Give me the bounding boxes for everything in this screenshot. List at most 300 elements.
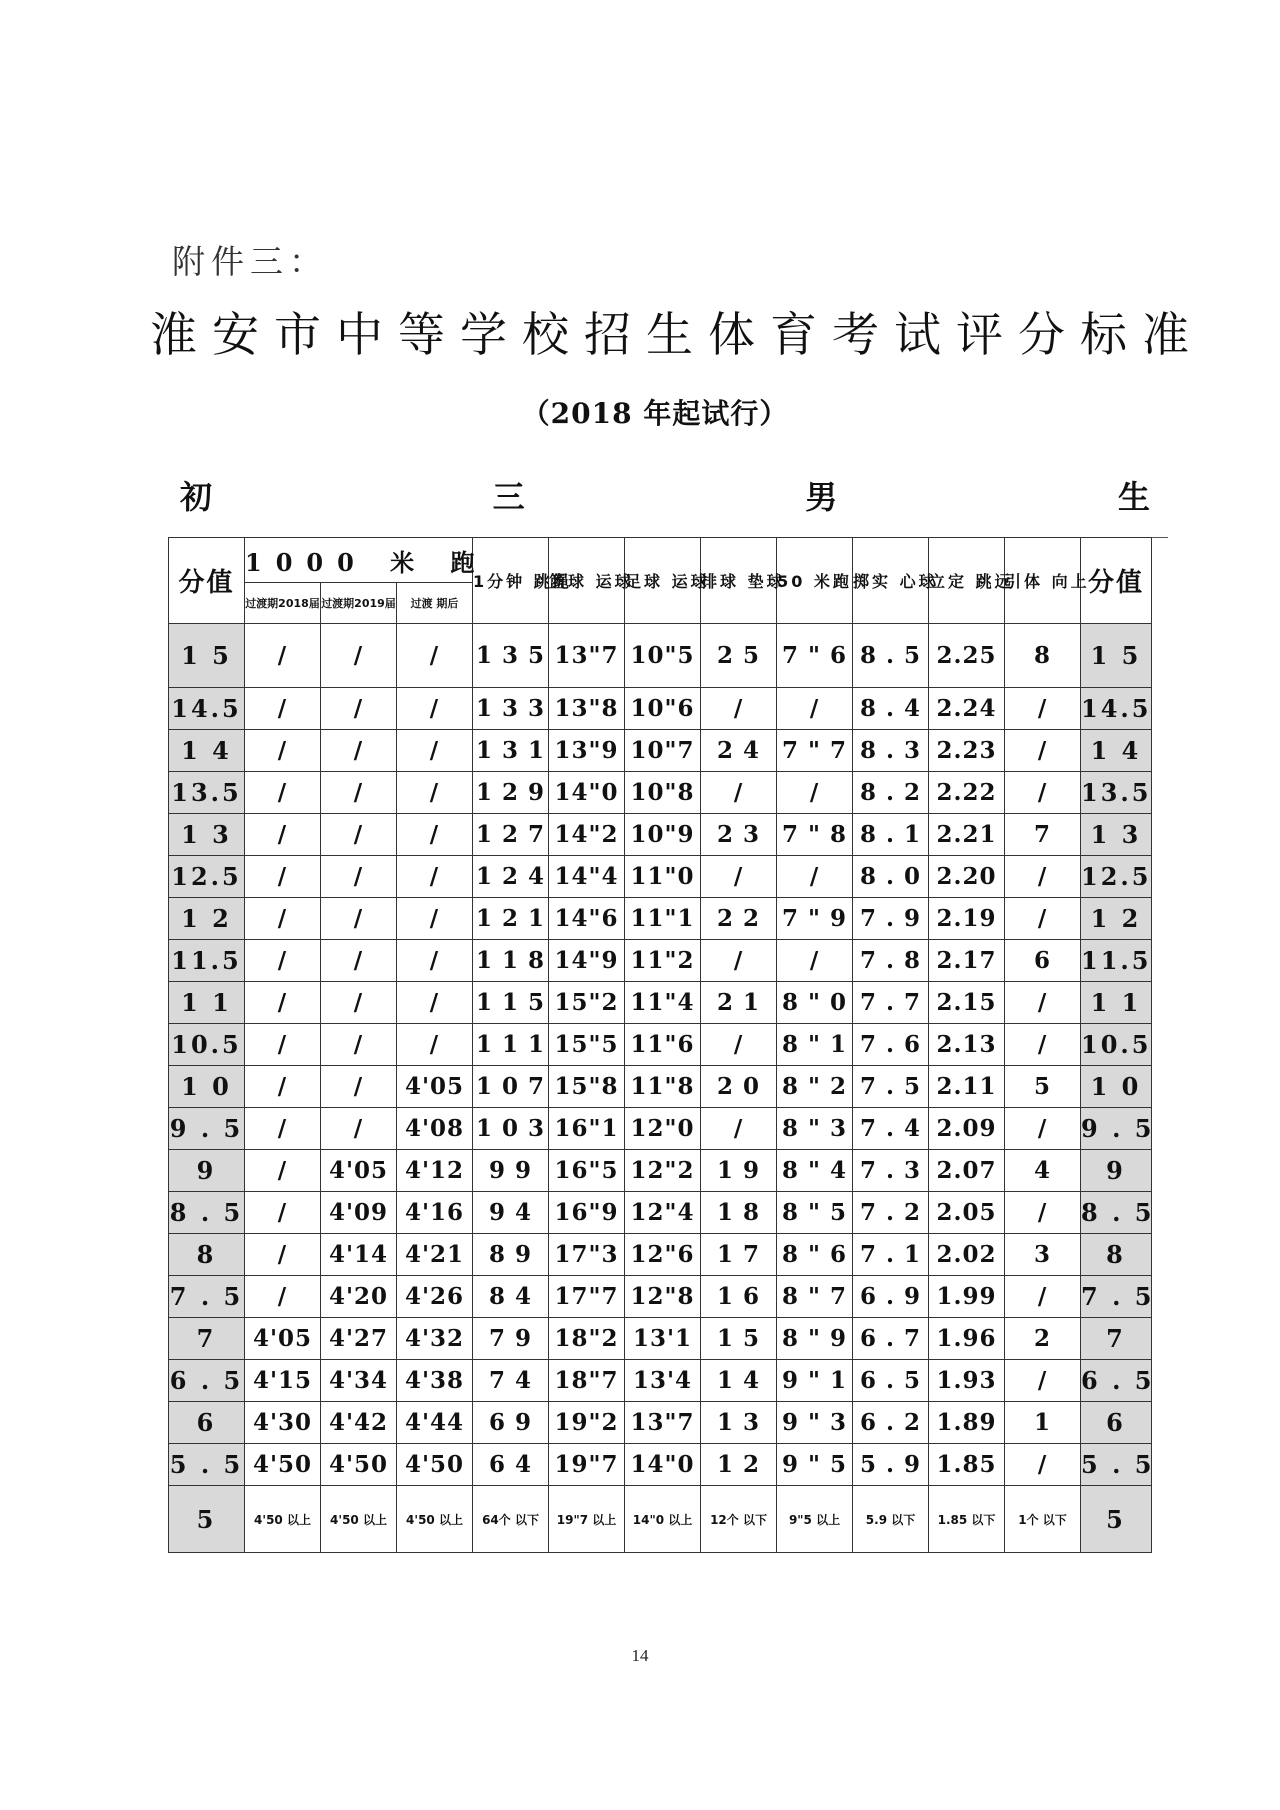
table-row xyxy=(169,1276,1152,1318)
value-cell: 1 2 xyxy=(701,1444,777,1486)
score-cell: 6 . 5 xyxy=(1081,1360,1152,1402)
value-cell: / xyxy=(777,688,853,730)
score-cell: 8 xyxy=(1081,1234,1152,1276)
value-cell: 19"7 以上 xyxy=(549,1486,625,1553)
value-cell: 9 4 xyxy=(473,1192,549,1234)
value-cell: 1 2 9 xyxy=(473,772,549,814)
table-row xyxy=(169,1360,1152,1402)
value-cell: 19"7 xyxy=(549,1444,625,1486)
value-cell: 11"2 xyxy=(625,940,701,982)
value-cell: / xyxy=(245,1150,321,1192)
value-cell: / xyxy=(245,1234,321,1276)
value-cell: / xyxy=(245,898,321,940)
value-cell: 2.09 xyxy=(929,1108,1005,1150)
table-row xyxy=(169,814,1152,856)
value-cell: / xyxy=(245,1276,321,1318)
value-cell: 13"7 xyxy=(549,624,625,688)
value-cell: 1 4 xyxy=(701,1360,777,1402)
value-cell: 13"8 xyxy=(549,688,625,730)
value-cell: 14"0 以上 xyxy=(625,1486,701,1553)
value-cell: 11"1 xyxy=(625,898,701,940)
value-cell: 8 . 4 xyxy=(853,688,929,730)
value-cell: / xyxy=(245,624,321,688)
value-cell: 14"2 xyxy=(549,814,625,856)
score-cell: 7 xyxy=(1081,1318,1152,1360)
page-number: 14 xyxy=(631,1646,649,1665)
table-row xyxy=(169,1444,1152,1486)
value-cell: / xyxy=(1005,856,1081,898)
value-cell: 14"9 xyxy=(549,940,625,982)
header-run-2018: 过渡期2018届 xyxy=(245,583,321,624)
value-cell: 4'32 xyxy=(397,1318,473,1360)
grade-char-4: 生 xyxy=(1117,478,1150,516)
value-cell: 8 " 5 xyxy=(777,1192,853,1234)
value-cell: / xyxy=(245,814,321,856)
value-cell: 16"5 xyxy=(549,1150,625,1192)
value-cell: 4'09 xyxy=(321,1192,397,1234)
value-cell: 2.21 xyxy=(929,814,1005,856)
score-cell: 9 . 5 xyxy=(1081,1108,1152,1150)
value-cell: 4'30 xyxy=(245,1402,321,1444)
value-cell: 12"4 xyxy=(625,1192,701,1234)
value-cell: 8 " 1 xyxy=(777,1024,853,1066)
value-cell: 7 " 8 xyxy=(777,814,853,856)
value-cell: / xyxy=(1005,1108,1081,1150)
value-cell: 13'4 xyxy=(625,1360,701,1402)
value-cell: 4'50 xyxy=(245,1444,321,1486)
attachment-label: 附件三： xyxy=(172,242,328,281)
value-cell: 7 . 4 xyxy=(853,1108,929,1150)
value-cell: 8 . 2 xyxy=(853,772,929,814)
score-cell: 10.5 xyxy=(1081,1024,1152,1066)
value-cell: 1 0 7 xyxy=(473,1066,549,1108)
value-cell: 4'50 以上 xyxy=(321,1486,397,1553)
value-cell: / xyxy=(701,940,777,982)
value-cell: / xyxy=(245,1192,321,1234)
value-cell: / xyxy=(397,856,473,898)
value-cell: 8 " 7 xyxy=(777,1276,853,1318)
document-title: 淮安市中等学校招生体育考试评分标准 xyxy=(150,308,1204,363)
table-row xyxy=(169,1234,1152,1276)
value-cell: 2.13 xyxy=(929,1024,1005,1066)
value-cell: 2.24 xyxy=(929,688,1005,730)
header-medicine-ball: 掷实 心球 xyxy=(853,538,929,624)
table-row xyxy=(169,1150,1152,1192)
value-cell: 1 2 7 xyxy=(473,814,549,856)
value-cell: 4'21 xyxy=(397,1234,473,1276)
value-cell: 8 " 6 xyxy=(777,1234,853,1276)
score-cell: 12.5 xyxy=(1081,856,1152,898)
header-score-right: 分值 xyxy=(1081,538,1152,624)
score-cell: 1 0 xyxy=(169,1066,245,1108)
value-cell: 1 3 5 xyxy=(473,624,549,688)
value-cell: 16"9 xyxy=(549,1192,625,1234)
score-cell: 5 xyxy=(169,1486,245,1553)
value-cell: 7 . 7 xyxy=(853,982,929,1024)
header-50m-run: 50 米跑 xyxy=(777,538,853,624)
table-row xyxy=(169,1486,1152,1553)
table-row xyxy=(169,940,1152,982)
score-cell: 6 xyxy=(1081,1402,1152,1444)
value-cell: 1.93 xyxy=(929,1360,1005,1402)
value-cell: 13"7 xyxy=(625,1402,701,1444)
value-cell: 8 " 0 xyxy=(777,982,853,1024)
value-cell: 7 . 8 xyxy=(853,940,929,982)
value-cell: 1.96 xyxy=(929,1318,1005,1360)
value-cell: 4'42 xyxy=(321,1402,397,1444)
score-cell: 6 xyxy=(169,1402,245,1444)
table-row xyxy=(169,1402,1152,1444)
value-cell: 3 xyxy=(1005,1234,1081,1276)
value-cell: / xyxy=(701,688,777,730)
value-cell: 2 3 xyxy=(701,814,777,856)
value-cell: 2.17 xyxy=(929,940,1005,982)
score-cell: 12.5 xyxy=(169,856,245,898)
value-cell: 2.02 xyxy=(929,1234,1005,1276)
value-cell: 4'50 xyxy=(321,1444,397,1486)
value-cell: 8 " 3 xyxy=(777,1108,853,1150)
header-football-dribble: 足球 运球 xyxy=(625,538,701,624)
header-run-after: 过渡 期后 xyxy=(397,583,473,624)
value-cell: / xyxy=(1005,1360,1081,1402)
value-cell: 15"8 xyxy=(549,1066,625,1108)
value-cell: / xyxy=(1005,730,1081,772)
score-cell: 11.5 xyxy=(169,940,245,982)
score-cell: 1 3 xyxy=(169,814,245,856)
value-cell: 7 " 6 xyxy=(777,624,853,688)
value-cell: / xyxy=(701,1024,777,1066)
score-cell: 14.5 xyxy=(169,688,245,730)
value-cell: 7 . 2 xyxy=(853,1192,929,1234)
score-cell: 1 5 xyxy=(169,624,245,688)
value-cell: 1 2 1 xyxy=(473,898,549,940)
value-cell: 2 0 xyxy=(701,1066,777,1108)
value-cell: 4'05 xyxy=(397,1066,473,1108)
value-cell: / xyxy=(777,940,853,982)
table-row xyxy=(169,688,1152,730)
value-cell: 2.19 xyxy=(929,898,1005,940)
table-row xyxy=(169,1192,1152,1234)
score-cell: 1 1 xyxy=(1081,982,1152,1024)
score-cell: 1 4 xyxy=(1081,730,1152,772)
value-cell: 15"5 xyxy=(549,1024,625,1066)
value-cell: / xyxy=(397,688,473,730)
value-cell: 12"0 xyxy=(625,1108,701,1150)
value-cell: 6 . 7 xyxy=(853,1318,929,1360)
score-cell: 8 . 5 xyxy=(169,1192,245,1234)
value-cell: / xyxy=(1005,1024,1081,1066)
value-cell: 1.85 xyxy=(929,1444,1005,1486)
value-cell: 4'44 xyxy=(397,1402,473,1444)
value-cell: / xyxy=(1005,982,1081,1024)
value-cell: 2.07 xyxy=(929,1150,1005,1192)
value-cell: 5.9 以下 xyxy=(853,1486,929,1553)
value-cell: 4'14 xyxy=(321,1234,397,1276)
value-cell: 4'34 xyxy=(321,1360,397,1402)
value-cell: / xyxy=(701,1108,777,1150)
score-cell: 5 . 5 xyxy=(169,1444,245,1486)
value-cell: 11"8 xyxy=(625,1066,701,1108)
header-pull-up: 引体 向上 xyxy=(1005,538,1081,624)
value-cell: 16"1 xyxy=(549,1108,625,1150)
value-cell: / xyxy=(1005,1192,1081,1234)
score-cell: 1 5 xyxy=(1081,624,1152,688)
value-cell: 7 . 3 xyxy=(853,1150,929,1192)
table-row xyxy=(169,772,1152,814)
value-cell: 1 1 8 xyxy=(473,940,549,982)
value-cell: / xyxy=(321,856,397,898)
score-cell: 8 xyxy=(169,1234,245,1276)
value-cell: 4 xyxy=(1005,1150,1081,1192)
score-cell: 7 xyxy=(169,1318,245,1360)
value-cell: 14"4 xyxy=(549,856,625,898)
header-1000m-run: 1000 米 跑 xyxy=(245,538,473,583)
value-cell: / xyxy=(321,1024,397,1066)
value-cell: 17"7 xyxy=(549,1276,625,1318)
value-cell: / xyxy=(777,772,853,814)
value-cell: 15"2 xyxy=(549,982,625,1024)
value-cell: 8 . 3 xyxy=(853,730,929,772)
value-cell: / xyxy=(245,688,321,730)
value-cell: 7 " 9 xyxy=(777,898,853,940)
value-cell: 10"6 xyxy=(625,688,701,730)
table-row xyxy=(169,898,1152,940)
value-cell: 9 " 5 xyxy=(777,1444,853,1486)
value-cell: / xyxy=(1005,1276,1081,1318)
value-cell: 1.99 xyxy=(929,1276,1005,1318)
value-cell: 6 . 2 xyxy=(853,1402,929,1444)
value-cell: 1 2 4 xyxy=(473,856,549,898)
value-cell: 14"0 xyxy=(549,772,625,814)
header-volleyball-bump: 排球 垫球 xyxy=(701,538,777,624)
grade-heading xyxy=(180,472,1150,518)
value-cell: / xyxy=(1005,1444,1081,1486)
header-basketball-dribble: 篮球 运球 xyxy=(549,538,625,624)
value-cell: 10"8 xyxy=(625,772,701,814)
value-cell: / xyxy=(1005,688,1081,730)
score-cell: 1 1 xyxy=(169,982,245,1024)
table-row xyxy=(169,982,1152,1024)
value-cell: 8 9 xyxy=(473,1234,549,1276)
value-cell: 8 " 2 xyxy=(777,1066,853,1108)
value-cell: 2 xyxy=(1005,1318,1081,1360)
value-cell: 8 . 1 xyxy=(853,814,929,856)
grade-char-2: 三 xyxy=(492,478,525,516)
value-cell: 8 " 9 xyxy=(777,1318,853,1360)
table-row xyxy=(169,730,1152,772)
table-body xyxy=(169,624,1155,1553)
value-cell: / xyxy=(321,772,397,814)
value-cell: / xyxy=(397,898,473,940)
value-cell: / xyxy=(245,730,321,772)
score-cell: 8 . 5 xyxy=(1081,1192,1152,1234)
value-cell: 12"8 xyxy=(625,1276,701,1318)
header-rope-skipping: 1分钟 跳绳 xyxy=(473,538,549,624)
score-cell: 1 0 xyxy=(1081,1066,1152,1108)
value-cell: 7 . 1 xyxy=(853,1234,929,1276)
value-cell: 12"6 xyxy=(625,1234,701,1276)
value-cell: 1 0 3 xyxy=(473,1108,549,1150)
value-cell: 4'08 xyxy=(397,1108,473,1150)
value-cell: 8 xyxy=(1005,624,1081,688)
table-row xyxy=(169,1318,1152,1360)
value-cell: / xyxy=(397,730,473,772)
value-cell: 1 xyxy=(1005,1402,1081,1444)
value-cell: 4'27 xyxy=(321,1318,397,1360)
value-cell: 8 . 5 xyxy=(853,624,929,688)
value-cell: 2.11 xyxy=(929,1066,1005,1108)
value-cell: / xyxy=(245,940,321,982)
value-cell: 13"9 xyxy=(549,730,625,772)
value-cell: 4'12 xyxy=(397,1150,473,1192)
value-cell: / xyxy=(245,856,321,898)
value-cell: 9 " 1 xyxy=(777,1360,853,1402)
score-cell: 1 4 xyxy=(169,730,245,772)
value-cell: 9"5 以上 xyxy=(777,1486,853,1553)
score-cell: 7 . 5 xyxy=(169,1276,245,1318)
header-score: 分值 xyxy=(169,538,245,624)
value-cell: 64个 以下 xyxy=(473,1486,549,1553)
value-cell: 8 . 0 xyxy=(853,856,929,898)
value-cell: / xyxy=(701,856,777,898)
value-cell: / xyxy=(1005,772,1081,814)
value-cell: 14"0 xyxy=(625,1444,701,1486)
value-cell: 7 9 xyxy=(473,1318,549,1360)
value-cell: 2.25 xyxy=(929,624,1005,688)
value-cell: 4'50 以上 xyxy=(245,1486,321,1553)
value-cell: 4'16 xyxy=(397,1192,473,1234)
score-cell: 1 2 xyxy=(1081,898,1152,940)
value-cell: 1 8 xyxy=(701,1192,777,1234)
value-cell: 2 4 xyxy=(701,730,777,772)
score-cell: 6 . 5 xyxy=(169,1360,245,1402)
value-cell: 8 4 xyxy=(473,1276,549,1318)
value-cell: 2.20 xyxy=(929,856,1005,898)
value-cell: 17"3 xyxy=(549,1234,625,1276)
value-cell: 4'26 xyxy=(397,1276,473,1318)
value-cell: 9 9 xyxy=(473,1150,549,1192)
value-cell: 4'20 xyxy=(321,1276,397,1318)
table-row xyxy=(169,1024,1152,1066)
value-cell: 11"4 xyxy=(625,982,701,1024)
table-row xyxy=(169,624,1152,688)
value-cell: / xyxy=(777,856,853,898)
score-cell: 9 xyxy=(169,1150,245,1192)
value-cell: / xyxy=(397,940,473,982)
value-cell: 10"9 xyxy=(625,814,701,856)
value-cell: 1 6 xyxy=(701,1276,777,1318)
score-cell: 11.5 xyxy=(1081,940,1152,982)
value-cell: 4'50 以上 xyxy=(397,1486,473,1553)
score-cell: 1 3 xyxy=(1081,814,1152,856)
value-cell: / xyxy=(397,1024,473,1066)
value-cell: 7 . 6 xyxy=(853,1024,929,1066)
value-cell: / xyxy=(321,688,397,730)
value-cell: 5 . 9 xyxy=(853,1444,929,1486)
value-cell: 2.05 xyxy=(929,1192,1005,1234)
value-cell: / xyxy=(321,624,397,688)
value-cell: / xyxy=(397,982,473,1024)
value-cell: 4'38 xyxy=(397,1360,473,1402)
value-cell: 1 9 xyxy=(701,1150,777,1192)
score-cell: 1 2 xyxy=(169,898,245,940)
value-cell: 7 . 5 xyxy=(853,1066,929,1108)
value-cell: / xyxy=(321,898,397,940)
value-cell: 11"6 xyxy=(625,1024,701,1066)
value-cell: 5 xyxy=(1005,1066,1081,1108)
value-cell: 4'15 xyxy=(245,1360,321,1402)
value-cell: 4'50 xyxy=(397,1444,473,1486)
value-cell: 11"0 xyxy=(625,856,701,898)
value-cell: / xyxy=(321,940,397,982)
score-cell: 14.5 xyxy=(1081,688,1152,730)
value-cell: 1.89 xyxy=(929,1402,1005,1444)
score-cell: 9 . 5 xyxy=(169,1108,245,1150)
table-row xyxy=(169,856,1152,898)
score-cell: 13.5 xyxy=(169,772,245,814)
value-cell: 8 " 4 xyxy=(777,1150,853,1192)
value-cell: 10"5 xyxy=(625,624,701,688)
value-cell: 1个 以下 xyxy=(1005,1486,1081,1553)
value-cell: 1 1 5 xyxy=(473,982,549,1024)
value-cell: 12"2 xyxy=(625,1150,701,1192)
value-cell: / xyxy=(245,1024,321,1066)
value-cell: / xyxy=(1005,898,1081,940)
grade-char-1: 初 xyxy=(180,478,213,516)
value-cell: / xyxy=(245,772,321,814)
value-cell: / xyxy=(321,1108,397,1150)
value-cell: 18"2 xyxy=(549,1318,625,1360)
value-cell: 6 4 xyxy=(473,1444,549,1486)
value-cell: 2 2 xyxy=(701,898,777,940)
value-cell: 6 . 5 xyxy=(853,1360,929,1402)
value-cell: / xyxy=(397,814,473,856)
value-cell: 1 3 3 xyxy=(473,688,549,730)
score-cell: 7 . 5 xyxy=(1081,1276,1152,1318)
value-cell: 19"2 xyxy=(549,1402,625,1444)
score-cell: 9 xyxy=(1081,1150,1152,1192)
value-cell: 7 " 7 xyxy=(777,730,853,772)
value-cell: 2 1 xyxy=(701,982,777,1024)
grade-char-3: 男 xyxy=(805,478,838,516)
value-cell: 1 3 1 xyxy=(473,730,549,772)
value-cell: 1 1 1 xyxy=(473,1024,549,1066)
value-cell: 18"7 xyxy=(549,1360,625,1402)
value-cell: 6 9 xyxy=(473,1402,549,1444)
value-cell: / xyxy=(245,1066,321,1108)
value-cell: 1 5 xyxy=(701,1318,777,1360)
score-cell: 5 xyxy=(1081,1486,1152,1553)
value-cell: 2.15 xyxy=(929,982,1005,1024)
value-cell: 7 4 xyxy=(473,1360,549,1402)
value-cell: 9 " 3 xyxy=(777,1402,853,1444)
value-cell: 14"6 xyxy=(549,898,625,940)
value-cell: / xyxy=(245,982,321,1024)
score-cell: 5 . 5 xyxy=(1081,1444,1152,1486)
value-cell: / xyxy=(321,982,397,1024)
value-cell: / xyxy=(701,772,777,814)
score-cell: 10.5 xyxy=(169,1024,245,1066)
value-cell: 10"7 xyxy=(625,730,701,772)
document-subtitle: （2018 年起试行） xyxy=(521,397,789,430)
value-cell: 1.85 以下 xyxy=(929,1486,1005,1553)
value-cell: 4'05 xyxy=(245,1318,321,1360)
value-cell: 7 xyxy=(1005,814,1081,856)
value-cell: / xyxy=(397,624,473,688)
value-cell: / xyxy=(321,1066,397,1108)
table-row xyxy=(169,1108,1152,1150)
value-cell: / xyxy=(245,1108,321,1150)
